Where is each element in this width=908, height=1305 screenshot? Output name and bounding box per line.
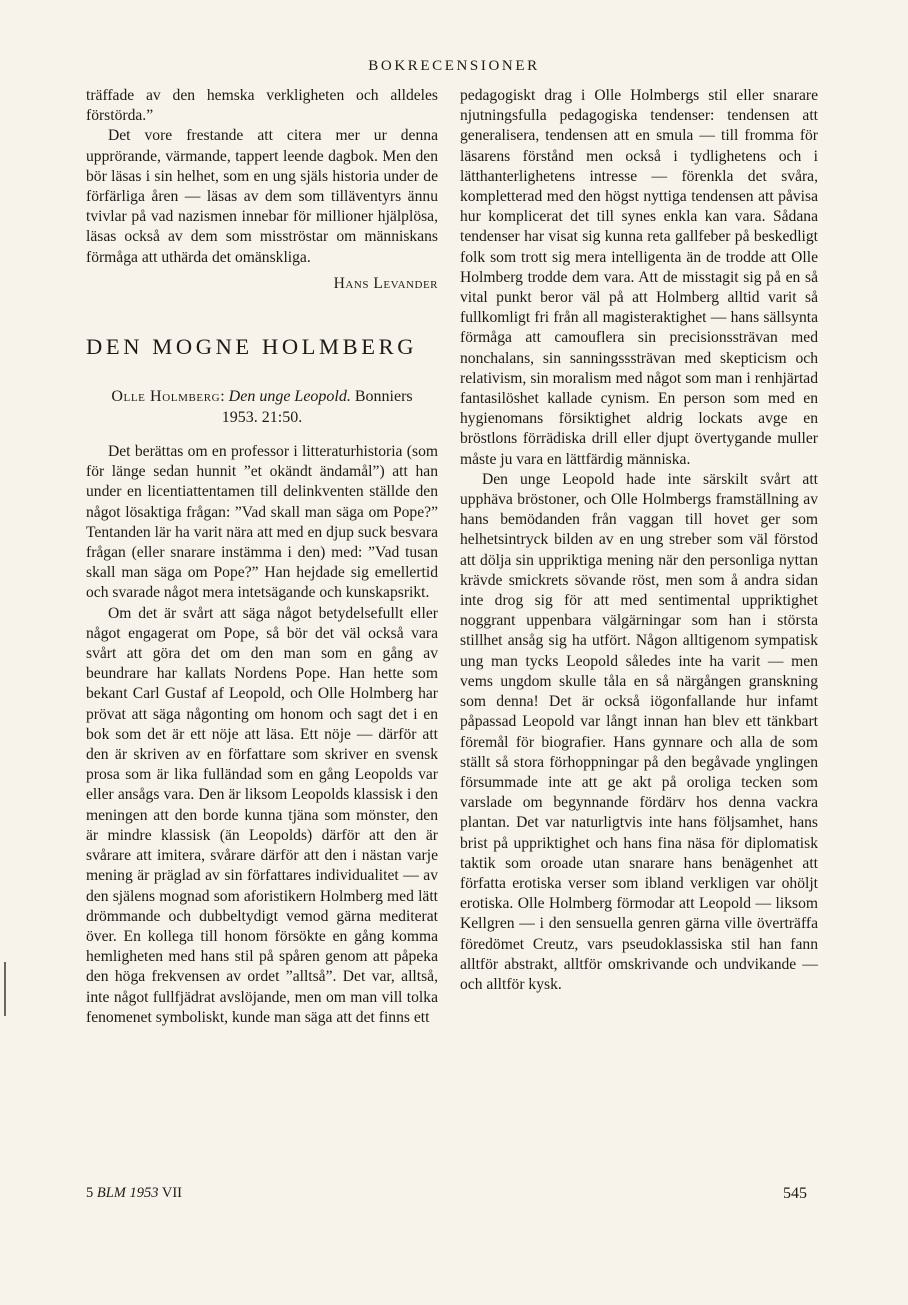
article-paragraph: Om det är svårt att säga något betydelsefullt eller något engagerat om Pope, så bör det väl också vara svårt att göra det om den man som en gång av beundrare har kallats Nordens Pope. Han hette som bekant Carl Gustaf af Leopold, och Olle Holmberg har prövat att säga någonting om honom och sagt det i en bok som det är ett nöje att läsa. Ett nöje — därför att den är skriven av en författare som skriver en svensk prosa som är lika fulländad som en gång Leopolds var eller ansågs vara. Den är liksom Leopolds klassisk i den meningen att den borde kunna tjäna som mönster, den är mindre klassisk (än Leopolds) därför att den är svårare att imitera, svårare därför att den i nästan varje mening är präglad av sin författares individualitet — av den själens mognad som aforistikern Holmberg med lätt drömmande och dubbeltydigt vemod gärna mediterat över. En kollega till honom försökte en gång komma hemligheten med hans stil på spåren genom att påpeka den höga frekvensen av ordet ”alltså”. Det var, alltså, inte något fullfjädrat avslöjande, men om man vill tolka fenomenet symboliskt, kunde man säga att det finns ett <box>86 604 438 1026</box>
reviewer-signature: Hans Levander <box>333 274 438 292</box>
article-paragraph: pedagogiskt drag i Olle Holmbergs stil eller snarare njutningsfulla pedagogiska tendenser: tendensen att generalisera, tendensen att en smula — till fromma för läsarens förstånd men också i tydlighetens och i lätthanterlighetens intresse — förenkla det svåra, kompletterad med den högst nyttiga tendensen att påvisa hur komplicerat det till synes enkla kan vara. Sådana tendenser har visat sig kunna reta gallfeber på beskedligt folk som trott sig mera intelligenta än de trodde att Olle Holmberg trodde dem vara. Att de misstagit sig på en så vital punkt beror väl på att Holmberg alltid varit så fullkomligt fri från all magisteraktighet — hans sällsynta förmåga att camouflera sin precisionssträvan med nonchalans, sin sanningsssträvan med skepticism och relativism, sin moralism med något som man i renhjärtad fantasilöshet kallade cynism. En person som med en hygienomans försiktighet aldrig lockats avge en bröstlons förrädiska drill eller djupt övertygande muller måste ju vara en lättfärdig människa. <box>460 87 818 468</box>
footer-prefix: 5 <box>86 1185 97 1201</box>
running-head: BOKRECENSIONER <box>368 58 540 74</box>
article-paragraph: Det berättas om en professor i litteraturhistoria (som för länge sedan hunnit ”et okändt ändamål”) att han under en licentiattentamen till delinkventen ställde den något lösaktiga frågan: ”Vad skall man säga om Pope?” Tentanden lär ha varit nära att med en djup suck besvara frågan (eller snarare instämma i den) med: ”Vad tusan skall man säga om Pope?” Han hejdade sig emellertid och svarade något mera intetsägande och kunskapsrikt. <box>86 443 438 602</box>
book-ref-separator: : <box>220 388 229 406</box>
book-title: Den unge Leopold. <box>228 388 351 406</box>
footer-journal: BLM 1953 <box>96 1185 159 1201</box>
right-column <box>460 86 818 995</box>
article-paragraph: Den unge Leopold hade inte särskilt svårt att upphäva bröstoner, och Olle Holmbergs framställning av hans bemödanden från vaggan till hovet ger som helhetsintryck bilden av en ung streber som väl förstod att dölja sin uppriktiga mening när den personliga nyttan krävde smickrets sövande röst, men som å andra sidan inte drog sig för att med sentimental uppriktighet noggrant uppenbara välgärningar som han i största stillhet ansåg sig ha utfört. Någon alltigenom sympatisk ung man tycks Leopold således inte ha varit — men vems ungdom skulle tåla en så närgången granskning som denna! Det är också iögonfallande hur infamt påpassad Leopold var långt innan han blev ett tänkbart föremål för biografier. Hans gynnare och alla de som ställt så stora förhoppningar på den begåvade ynglingen försummade inte att ge akt på oroliga tecken som varslade om begynnande fördärv hos denna vackra plantan. Det var naturligtvis inte hans följsamhet, hans brist på uppriktighet och hans fina näsa för diplomatisk taktik som oroade utan snarare hans benägenhet att författa erotiska verser som ibland verkligen var ohöljt erotiska. Olle Holmberg förmodar att Leopold — liksom Kellgren — i den sensuella genren gärna ville överträffa föredömet Creutz, vars pseudoklassiska stil han fann alltför abstrakt, alltför omskrivande och undvikande — och alltför kysk. <box>460 470 818 993</box>
review-closing-paragraph: Det vore frestande att citera mer ur denna upprörande, värmande, tappert leende dagbok. Men den bör läsas i sin helhet, som en ung själs historia under de förfärliga åren — läsas av dem som tilläventyrs ännu tvivlar på vad nazismen innebar för millioner hjälplösa, läsas också av dem som misströstar om människans förmåga att uthärda det omänskliga. <box>86 127 438 266</box>
footer-suffix: VII <box>158 1185 182 1201</box>
book-publisher: Bonniers 1953. 21:50. <box>221 388 413 427</box>
book-author: Olle Holmberg <box>111 388 221 406</box>
book-reference <box>86 386 438 428</box>
margin-mark <box>4 962 6 1016</box>
left-column <box>86 86 438 1028</box>
page-number: 545 <box>783 1185 807 1202</box>
review-continuation-paragraph: träffade av den hemska verkligheten och alldeles förstörda.” <box>86 87 438 125</box>
footer-issue <box>86 1185 182 1202</box>
article-title: DEN MOGNE HOLMBERG <box>86 334 418 360</box>
